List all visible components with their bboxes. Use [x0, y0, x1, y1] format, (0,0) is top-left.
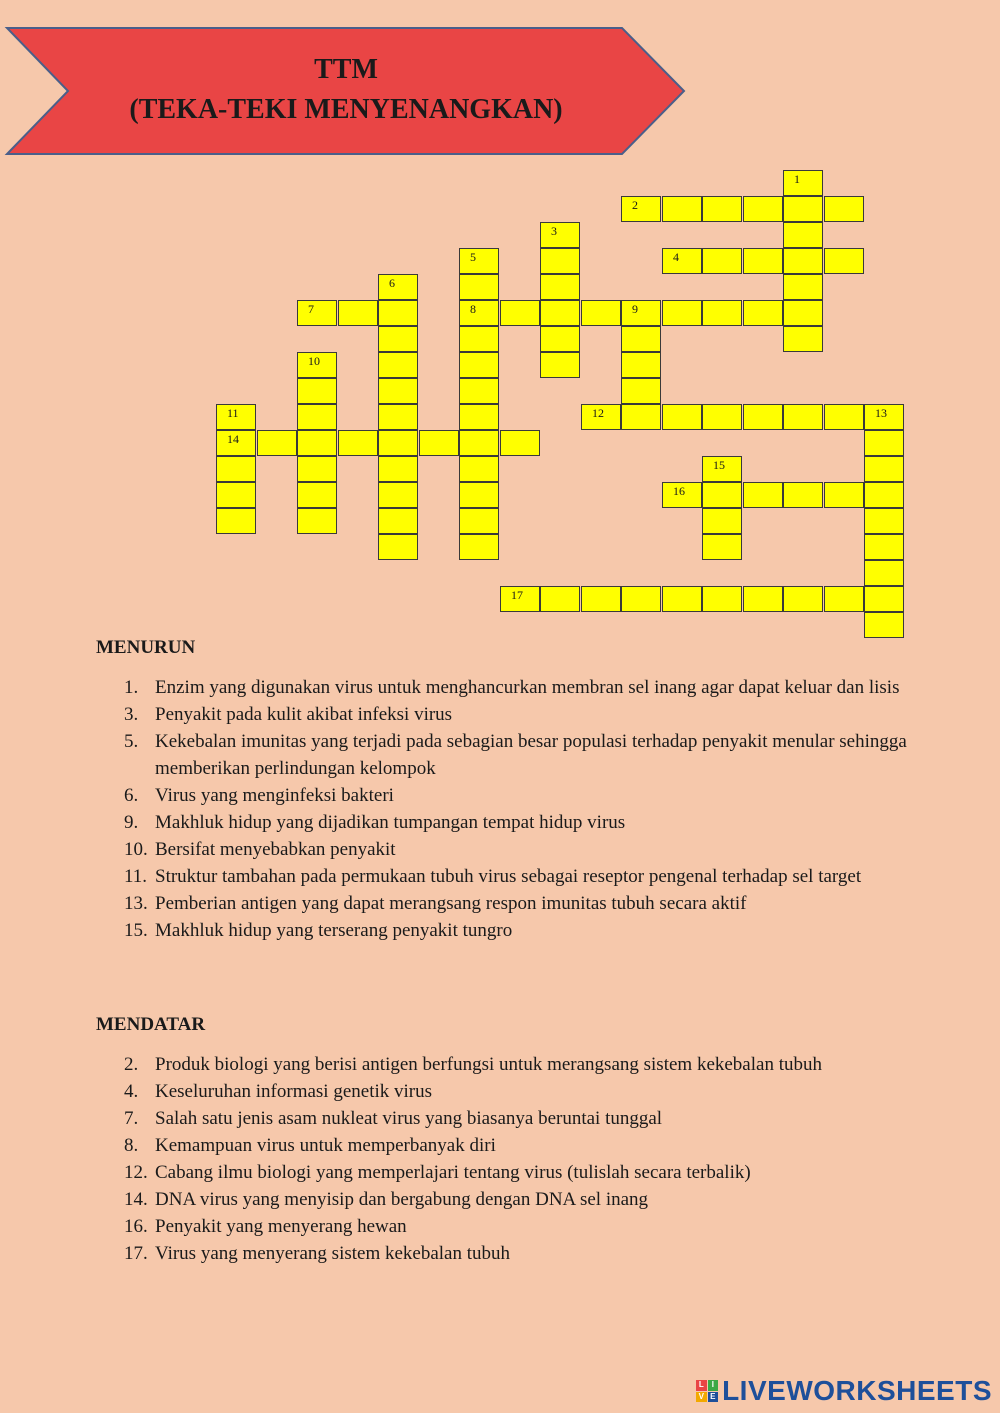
clue-text: Bersifat menyebabkan penyakit [155, 839, 396, 860]
crossword-cell[interactable] [662, 300, 702, 326]
crossword-cell[interactable] [540, 326, 580, 352]
clue-text: DNA virus yang menyisip dan bergabung dengan DNA sel inang [155, 1189, 649, 1210]
clue-number: 13. [124, 893, 148, 914]
clue-text: Makhluk hidup yang terserang penyakit tungro [155, 920, 513, 941]
crossword-cell[interactable] [378, 456, 418, 482]
down-clue-item [124, 863, 924, 890]
crossword-cell[interactable] [216, 456, 256, 482]
crossword-cell[interactable] [621, 586, 661, 612]
clue-text: Keseluruhan informasi genetik virus [155, 1081, 433, 1102]
crossword-cell[interactable] [783, 248, 823, 274]
down-clue-item [124, 917, 924, 944]
clue-number-label: 4 [673, 250, 679, 264]
crossword-cell[interactable] [702, 300, 742, 326]
crossword-cell[interactable] [459, 430, 499, 456]
clue-text: Pemberian antigen yang dapat merangsang respon imunitas tubuh secara aktif [155, 893, 747, 914]
clue-number-label: 6 [389, 276, 395, 290]
crossword-cell[interactable] [743, 404, 783, 430]
clue-number: 16. [124, 1216, 148, 1237]
crossword-cell[interactable] [864, 508, 904, 534]
crossword-cell[interactable] [621, 352, 661, 378]
crossword-cell[interactable] [459, 534, 499, 560]
crossword-cell[interactable] [864, 612, 904, 638]
crossword-cell[interactable] [459, 274, 499, 300]
crossword-cell[interactable] [540, 586, 580, 612]
crossword-cell[interactable] [621, 196, 661, 222]
crossword-cell[interactable] [743, 300, 783, 326]
clue-text: Enzim yang digunakan virus untuk menghancurkan membran sel inang agar dapat keluar dan lisis [155, 677, 900, 698]
crossword-cell[interactable] [783, 326, 823, 352]
crossword-cell[interactable] [297, 430, 337, 456]
clue-number: 9. [124, 812, 139, 833]
across-clue-item [124, 1078, 924, 1105]
crossword-cell[interactable] [662, 482, 702, 508]
down-clue-item [124, 809, 924, 836]
across-clue-item [124, 1159, 924, 1186]
clue-text: Penyakit pada kulit akibat infeksi virus [155, 704, 453, 725]
clue-number-label: 3 [551, 224, 557, 238]
crossword-cell[interactable] [540, 248, 580, 274]
crossword-cell[interactable] [702, 534, 742, 560]
clue-number: 8. [124, 1135, 139, 1156]
crossword-cell[interactable] [743, 196, 783, 222]
crossword-cell[interactable] [216, 404, 256, 430]
crossword-cell[interactable] [864, 404, 904, 430]
crossword-cell[interactable] [378, 378, 418, 404]
clue-number: 5. [124, 731, 139, 752]
crossword-cell[interactable] [824, 196, 864, 222]
clue-number: 7. [124, 1108, 139, 1129]
clue-number-label: 13 [875, 406, 887, 420]
across-clue-item [124, 1213, 924, 1240]
across-clue-item [124, 1132, 924, 1159]
crossword-cell[interactable] [338, 430, 378, 456]
crossword-cell[interactable] [783, 222, 823, 248]
down-clue-item [124, 701, 924, 728]
clue-number-label: 5 [470, 250, 476, 264]
clue-number-label: 16 [673, 484, 685, 498]
clue-text: Penyakit yang menyerang hewan [155, 1216, 407, 1237]
crossword-cell[interactable] [581, 404, 621, 430]
clue-number-label: 11 [227, 406, 239, 420]
crossword-cell[interactable] [459, 482, 499, 508]
clue-number-label: 17 [511, 588, 523, 602]
clue-number-label: 15 [713, 458, 725, 472]
crossword-cell[interactable] [783, 404, 823, 430]
crossword-cell[interactable] [824, 482, 864, 508]
clue-number-label: 7 [308, 302, 314, 316]
crossword-cell[interactable] [581, 300, 621, 326]
crossword-cell[interactable] [378, 300, 418, 326]
across-clue-item [124, 1240, 924, 1267]
clue-text: Kekebalan imunitas yang terjadi pada sebagian besar populasi terhadap penyakit menular sehingga memberikan perlindungan kelompok [155, 731, 907, 779]
crossword-cell[interactable] [297, 508, 337, 534]
crossword-cell[interactable] [702, 248, 742, 274]
crossword-cell[interactable] [864, 534, 904, 560]
clue-text: Salah satu jenis asam nukleat virus yang biasanya beruntai tunggal [155, 1108, 663, 1129]
clue-text: Produk biologi yang berisi antigen berfungsi untuk merangsang sistem kekebalan tubuh [155, 1054, 822, 1075]
down-clue-item [124, 890, 924, 917]
clue-number: 14. [124, 1189, 148, 1210]
clue-text: Struktur tambahan pada permukaan tubuh virus sebagai reseptor pengenal terhadap sel target [155, 866, 862, 887]
clue-number: 10. [124, 839, 148, 860]
crossword-cell[interactable] [783, 196, 823, 222]
crossword-cell[interactable] [500, 300, 540, 326]
crossword-cell[interactable] [378, 326, 418, 352]
crossword-cell[interactable] [540, 352, 580, 378]
crossword-cell[interactable] [621, 404, 661, 430]
crossword-cell[interactable] [824, 586, 864, 612]
crossword-cell[interactable] [783, 586, 823, 612]
crossword-cell[interactable] [216, 482, 256, 508]
crossword-cell[interactable] [824, 248, 864, 274]
clue-number-label: 9 [632, 302, 638, 316]
crossword-cell[interactable] [540, 274, 580, 300]
crossword-cell[interactable] [783, 482, 823, 508]
crossword-cell[interactable] [743, 248, 783, 274]
crossword-cell[interactable] [864, 560, 904, 586]
crossword-cell[interactable] [297, 352, 337, 378]
crossword-cell[interactable] [702, 482, 742, 508]
clue-text: Makhluk hidup yang dijadikan tumpangan tempat hidup virus [155, 812, 626, 833]
crossword-cell[interactable] [378, 430, 418, 456]
across-clue-item [124, 1105, 924, 1132]
clue-number-label: 1 [794, 172, 800, 186]
crossword-cell[interactable] [662, 586, 702, 612]
crossword-cell[interactable] [783, 274, 823, 300]
clue-number: 17. [124, 1243, 148, 1264]
crossword-cell[interactable] [378, 404, 418, 430]
crossword-cell[interactable] [257, 430, 297, 456]
crossword-cell[interactable] [702, 456, 742, 482]
crossword-cell[interactable] [378, 274, 418, 300]
liveworksheets-logo [696, 1373, 992, 1409]
crossword-grid [0, 0, 1000, 640]
page-title-line1: TTM [314, 54, 378, 85]
crossword-cell[interactable] [702, 404, 742, 430]
crossword-cell[interactable] [459, 326, 499, 352]
crossword-cell[interactable] [662, 196, 702, 222]
crossword-cell[interactable] [621, 326, 661, 352]
down-clue-item [124, 728, 924, 782]
clue-number: 15. [124, 920, 148, 941]
logo-text: LIVEWORKSHEETS [722, 1375, 992, 1406]
clue-number: 3. [124, 704, 139, 725]
down-clue-item [124, 782, 924, 809]
across-clue-item [124, 1051, 924, 1078]
clue-text: Cabang ilmu biologi yang memperlajari tentang virus (tulislah secara terbalik) [155, 1162, 751, 1183]
crossword-cell[interactable] [378, 482, 418, 508]
crossword-cell[interactable] [500, 586, 540, 612]
crossword-cell[interactable] [824, 404, 864, 430]
down-clue-list [124, 674, 924, 944]
crossword-cell[interactable] [459, 456, 499, 482]
clue-number: 12. [124, 1162, 148, 1183]
crossword-cell[interactable] [581, 586, 621, 612]
crossword-cell[interactable] [216, 508, 256, 534]
crossword-cell[interactable] [378, 508, 418, 534]
crossword-cell[interactable] [459, 300, 499, 326]
crossword-cell[interactable] [419, 430, 459, 456]
down-heading: MENURUN [96, 637, 196, 658]
crossword-cell[interactable] [540, 222, 580, 248]
crossword-cell[interactable] [459, 378, 499, 404]
crossword-cell[interactable] [338, 300, 378, 326]
clue-number-label: 14 [227, 432, 239, 446]
crossword-cell[interactable] [702, 586, 742, 612]
crossword-cell[interactable] [702, 196, 742, 222]
across-clue-list [124, 1051, 924, 1267]
crossword-cell[interactable] [459, 248, 499, 274]
crossword-cell[interactable] [743, 586, 783, 612]
crossword-cell[interactable] [662, 404, 702, 430]
crossword-cell[interactable] [297, 404, 337, 430]
crossword-cell[interactable] [864, 456, 904, 482]
crossword-cell[interactable] [621, 378, 661, 404]
logo-badge-icon: L I V E [696, 1380, 718, 1402]
clue-number: 4. [124, 1081, 139, 1102]
crossword-cell[interactable] [702, 508, 742, 534]
crossword-cell[interactable] [297, 300, 337, 326]
down-clue-item [124, 674, 924, 701]
crossword-cell[interactable] [459, 352, 499, 378]
crossword-cell[interactable] [783, 300, 823, 326]
down-clue-item [124, 836, 924, 863]
crossword-cell[interactable] [500, 430, 540, 456]
clue-number-label: 10 [308, 354, 320, 368]
clue-number-label: 12 [592, 406, 604, 420]
crossword-cell[interactable] [864, 482, 904, 508]
crossword-cell[interactable] [378, 534, 418, 560]
crossword-cell[interactable] [216, 430, 256, 456]
crossword-cell[interactable] [864, 430, 904, 456]
crossword-cell[interactable] [459, 404, 499, 430]
crossword-cell[interactable] [297, 378, 337, 404]
clue-number: 1. [124, 677, 139, 698]
clue-number-label: 2 [632, 198, 638, 212]
page-title-line2: (TEKA-TEKI MENYENANGKAN) [129, 94, 563, 125]
clue-number: 2. [124, 1054, 139, 1075]
clue-number: 11. [124, 866, 148, 887]
crossword-cell[interactable] [378, 352, 418, 378]
crossword-cell[interactable] [662, 248, 702, 274]
across-clue-item [124, 1186, 924, 1213]
crossword-cell[interactable] [297, 482, 337, 508]
clue-number: 6. [124, 785, 139, 806]
crossword-cell[interactable] [459, 508, 499, 534]
crossword-cell[interactable] [743, 482, 783, 508]
clue-text: Virus yang menyerang sistem kekebalan tubuh [155, 1243, 511, 1264]
across-heading: MENDATAR [96, 1014, 206, 1035]
crossword-cell[interactable] [864, 586, 904, 612]
clue-text: Virus yang menginfeksi bakteri [155, 785, 394, 806]
crossword-cell[interactable] [297, 456, 337, 482]
clue-text: Kemampuan virus untuk memperbanyak diri [155, 1135, 496, 1156]
crossword-cell[interactable] [621, 300, 661, 326]
crossword-cell[interactable] [783, 170, 823, 196]
clue-number-label: 8 [470, 302, 476, 316]
crossword-cell[interactable] [540, 300, 580, 326]
